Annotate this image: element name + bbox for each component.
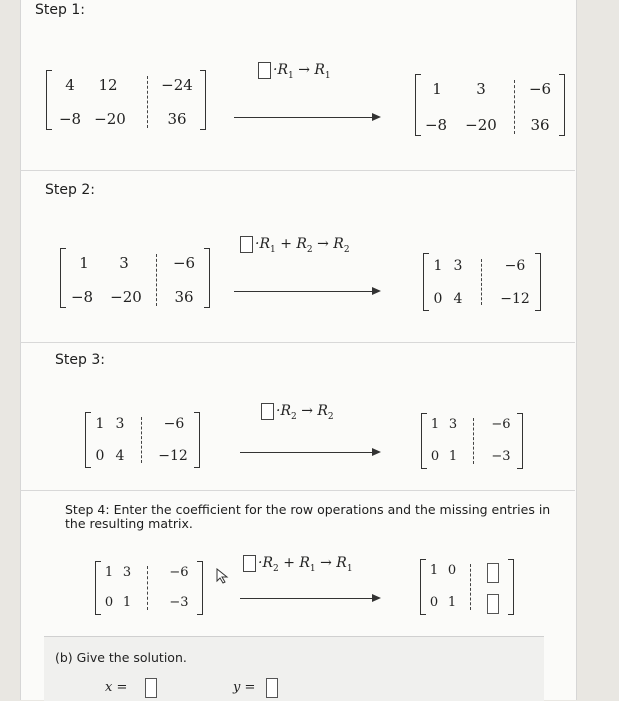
matrix-cell: 3 [115,416,125,432]
matrix-cell: −3 [491,449,511,464]
step2-label: Step 2: [45,182,95,198]
matrix-cell: 1 [430,417,440,432]
matrix-cell: 0 [429,595,439,610]
matrix-cell: −6 [169,565,189,580]
matrix-cell: −20 [94,110,126,128]
matrix-cell: 0 [447,563,457,578]
x-label: x = [105,680,128,695]
matrix-cell: −20 [465,116,497,134]
matrix-cell: 1 [122,595,132,610]
matrix-cell: 4 [453,291,463,307]
matrix-cell: 0 [430,449,440,464]
step1-operation: $\cdot R_1 \to R_1$ [273,62,331,81]
step2-left-matrix [60,248,210,308]
matrix-cell: 1 [447,595,457,610]
step2-arrow [234,291,374,292]
matrix-cell: −3 [169,595,189,610]
step2-coefficient-input[interactable] [240,236,253,253]
step3-right-matrix [421,413,523,469]
arrow-head-icon [372,287,381,295]
step4-operation: $\cdot R_2 + R_1 \to R_1$ [258,555,353,574]
step1-coefficient-input[interactable] [258,62,271,79]
step4-entry-input-r1[interactable] [487,563,499,583]
matrix-cell: −24 [161,76,193,94]
matrix-cell: 3 [448,417,458,432]
matrix-cell: 0 [95,448,105,464]
step4-left-matrix [95,561,203,615]
step1-right-matrix [415,74,565,136]
step1-label: Step 1: [35,2,85,18]
matrix-cell: 1 [432,80,442,98]
matrix-cell: 1 [433,258,443,274]
matrix-cell: 3 [122,565,132,580]
matrix-cell: 1 [448,449,458,464]
matrix-cell: 12 [98,76,118,94]
arrow-head-icon [372,113,381,121]
matrix-cell: 4 [115,448,125,464]
matrix-cell: −6 [504,258,526,274]
arrow-head-icon [372,594,381,602]
arrow-head-icon [372,448,381,456]
matrix-cell: 36 [174,288,194,306]
matrix-cell: −20 [110,288,142,306]
solution-label: (b) Give the solution. [55,650,187,665]
matrix-cell: 36 [167,110,187,128]
matrix-cell: −6 [491,417,511,432]
step4-label: Step 4: Enter the coefficient for the row operations and the missing entries in the resulting matrix. [65,502,551,531]
matrix-cell: 3 [119,254,129,272]
x-input[interactable] [145,678,157,698]
y-input[interactable] [266,678,278,698]
step2-right-matrix [423,253,541,311]
step4-entry-input-r2[interactable] [487,594,499,614]
matrix-cell: −6 [163,416,185,432]
y-label: y = [233,680,256,695]
matrix-cell: 1 [79,254,89,272]
step1-arrow [234,117,374,118]
matrix-cell: −8 [70,288,94,306]
step3-left-matrix [85,412,200,468]
matrix-cell: 3 [453,258,463,274]
step3-coefficient-input[interactable] [261,403,274,420]
cursor-pointer-icon [216,568,230,584]
matrix-cell: 3 [476,80,486,98]
step4-arrow [240,598,374,599]
matrix-cell: 0 [433,291,443,307]
matrix-cell: −12 [500,291,530,307]
matrix-cell: −6 [172,254,196,272]
matrix-cell: 1 [429,563,439,578]
step2-operation: $\cdot R_1 + R_2 \to R_2$ [255,236,350,255]
matrix-cell: −6 [528,80,552,98]
step4-right-matrix [420,559,514,615]
matrix-cell: 4 [65,76,75,94]
step3-operation: $\cdot R_2 \to R_2$ [276,403,334,422]
matrix-cell: 1 [95,416,105,432]
step3-arrow [240,452,374,453]
step3-label: Step 3: [55,352,105,368]
matrix-cell: 1 [104,565,114,580]
step4-coefficient-input[interactable] [243,555,256,572]
matrix-cell: −8 [424,116,448,134]
matrix-cell: −8 [58,110,82,128]
matrix-cell: 36 [530,116,550,134]
step1-left-matrix [46,70,206,130]
matrix-cell: 0 [104,595,114,610]
matrix-cell: −12 [158,448,188,464]
